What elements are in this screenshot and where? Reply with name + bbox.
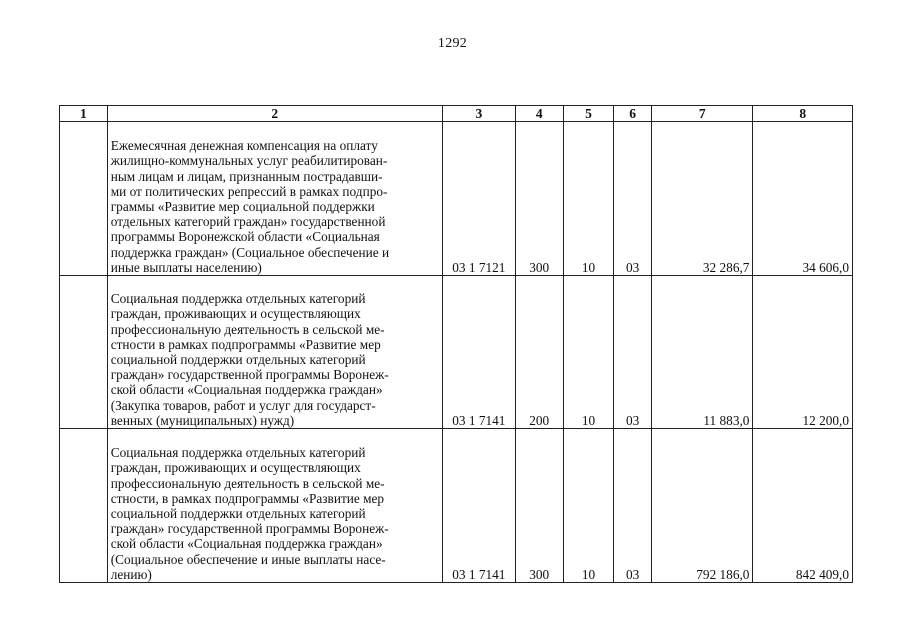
table-row (60, 429, 853, 583)
amount-col7-cell: 32 286,7 (651, 122, 753, 276)
row-number-cell (60, 276, 108, 429)
expense-type-cell: 300 (515, 429, 563, 583)
row-number-cell (60, 122, 108, 276)
table-row (60, 276, 853, 429)
description-cell: Социальная поддержка отдельных категорий граждан, проживающих и осуществляющих профессиональную деятельность в сельской ме- стности, в рамках подпрограммы «Развитие мер социальной поддержки отдельных категорий граждан» государственной программы Воронеж- ской области «Социальная поддержка граждан» (Социальное обеспечение и иные выплаты насе- лению) (107, 429, 442, 583)
header-col-5: 5 (563, 106, 614, 122)
section-cell: 10 (563, 276, 614, 429)
subsection-cell: 03 (614, 122, 652, 276)
description-cell: Социальная поддержка отдельных категорий граждан, проживающих и осуществляющих профессиональную деятельность в сельской ме- стности в рамках подпрограммы «Развитие мер социальной поддержки отдельных категорий граждан» государственной программы Воронеж- ской области «Социальная поддержка граждан» (Закупка товаров, работ и услуг для государст- венных (муниципальных) нужд) (107, 276, 442, 429)
header-col-2: 2 (107, 106, 442, 122)
subsection-cell: 03 (614, 429, 652, 583)
section-cell: 10 (563, 122, 614, 276)
row-number-cell (60, 429, 108, 583)
header-col-7: 7 (651, 106, 753, 122)
header-col-4: 4 (515, 106, 563, 122)
target-code-cell: 03 1 7121 (442, 122, 515, 276)
amount-col8-cell: 842 409,0 (753, 429, 853, 583)
header-col-3: 3 (442, 106, 515, 122)
header-row (60, 106, 853, 122)
amount-col8-cell: 12 200,0 (753, 276, 853, 429)
amount-col7-cell: 792 186,0 (651, 429, 753, 583)
amount-col8-cell: 34 606,0 (753, 122, 853, 276)
amount-col7-cell: 11 883,0 (651, 276, 753, 429)
page-number: 1292 (437, 36, 468, 51)
budget-table (59, 105, 853, 583)
expense-type-cell: 300 (515, 122, 563, 276)
description-cell: Ежемесячная денежная компенсация на оплату жилищно-коммунальных услуг реабилитирован- ным лицам и лицам, признанным пострадавши- ми от политических репрессий в рамках подпро- граммы «Развитие мер социальной поддержки отдельных категорий граждан» государственной программы Воронежской области «Социальная поддержка граждан» (Социальное обеспечение и иные выплаты населению) (107, 122, 442, 276)
section-cell: 10 (563, 429, 614, 583)
target-code-cell: 03 1 7141 (442, 429, 515, 583)
target-code-cell: 03 1 7141 (442, 276, 515, 429)
expense-type-cell: 200 (515, 276, 563, 429)
subsection-cell: 03 (614, 276, 652, 429)
header-col-1: 1 (60, 106, 108, 122)
header-col-6: 6 (614, 106, 652, 122)
header-col-8: 8 (753, 106, 853, 122)
table-row (60, 122, 853, 276)
